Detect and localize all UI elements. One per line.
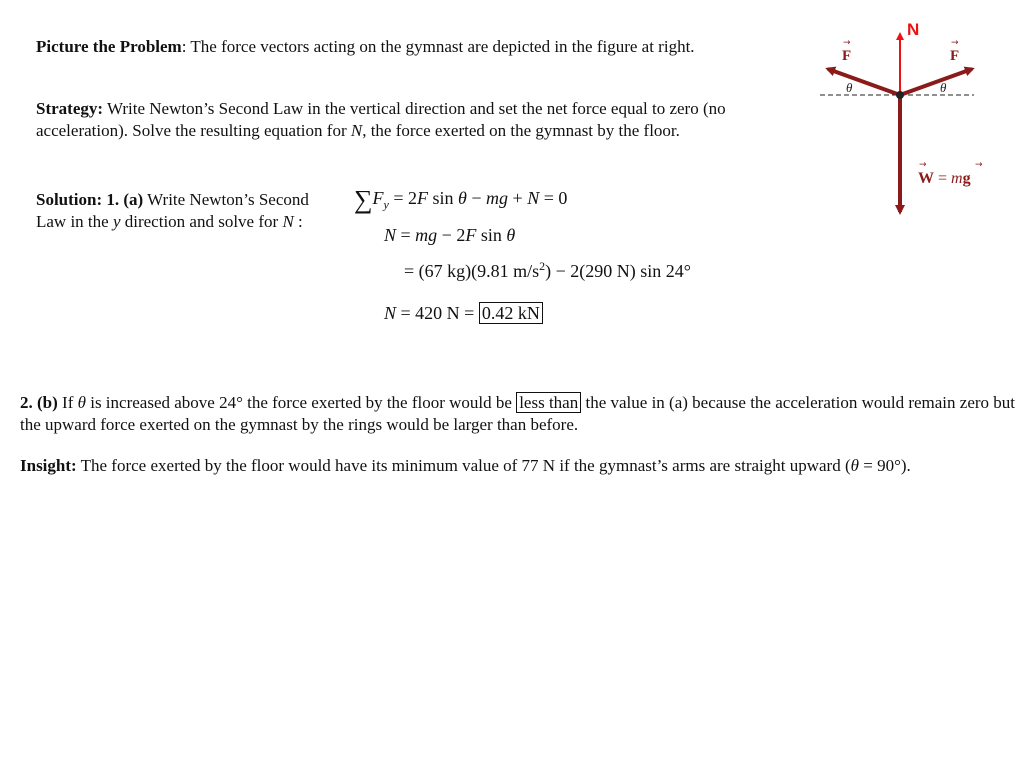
insight-text-1: The force exerted by the floor would have its minimum value of 77 N if the gymnast’s arms are straight upward ( (76, 456, 851, 475)
solution-var-y: y (112, 212, 121, 231)
boxed-answer: 0.42 kN (479, 302, 543, 324)
insight-label: Insight: (20, 456, 77, 475)
part-b-label: 2. (b) (20, 393, 58, 412)
gymnast-point (896, 91, 904, 99)
eq2-n: N (384, 225, 397, 245)
strategy-text-2: , the force exerted on the gymnast by the floor. (362, 121, 680, 140)
left-theta-label: θ (846, 80, 853, 95)
solution-text-3: : (293, 212, 303, 231)
right-force-label: F (950, 48, 960, 64)
picture-the-problem-paragraph (36, 36, 776, 58)
eq1-theta: θ (458, 188, 467, 208)
left-force-label: F (842, 48, 852, 64)
equation-result (384, 301, 543, 325)
part-b-theta: θ (77, 393, 86, 412)
eq4-n: N (384, 303, 397, 323)
insight-paragraph (20, 455, 1010, 477)
eq1-sub-y: y (383, 197, 389, 212)
eq2-mg: mg (415, 225, 438, 245)
strategy-paragraph (36, 98, 776, 142)
picture-label: Picture the Problem (36, 37, 182, 56)
eq1-rest-5: = 0 (539, 188, 568, 208)
eq2-rest-3: sin (476, 225, 507, 245)
weight-label (918, 170, 971, 187)
part-b-text-3: the value in (a) because the acceleration would remain zero but the upward force exerted on the gymnast by the rings would be larger than before. (20, 393, 1015, 434)
part-b-paragraph (20, 392, 1020, 436)
eq3-rest-2: ) − 2(290 N) sin 24° (545, 261, 691, 281)
right-force-vector-arrow-glyph: → (951, 38, 959, 48)
strategy-var-n: N (350, 121, 363, 140)
eq3-sup: 2 (539, 259, 546, 273)
right-force-vector (900, 69, 972, 95)
solution-var-n: N (282, 212, 294, 231)
eq1-n: N (527, 188, 540, 208)
equation-sum-forces (354, 186, 567, 212)
eq2-rest-1: = (396, 225, 416, 245)
eq1-rest-4: + (508, 188, 528, 208)
boxed-less-than: less than (516, 392, 581, 413)
part-b-text-1: If (57, 393, 78, 412)
eq1-rest-2: sin (428, 188, 459, 208)
part-b-text-2: is increased above 24° the force exerted by the floor would be (85, 393, 517, 412)
solution-paragraph (36, 189, 326, 233)
eq2-theta: θ (506, 225, 516, 245)
eq1-rest-1: = 2 (388, 188, 418, 208)
weight-label-w: W (918, 170, 934, 187)
eq1-mg: mg (486, 188, 509, 208)
eq2-rest-2: − 2 (437, 225, 466, 245)
normal-force-label: N (907, 20, 920, 39)
eq2-f: F (465, 225, 477, 245)
sigma-symbol: ∑ (354, 185, 373, 214)
solution-text-2: direction and solve for (120, 212, 283, 231)
eq4-rest-1: = 420 N = (396, 303, 479, 323)
eq3-rest-1: = (67 kg)(9.81 m/s (404, 261, 540, 281)
insight-theta: θ (850, 456, 859, 475)
eq1-f2: F (417, 188, 429, 208)
strategy-label: Strategy: (36, 99, 104, 118)
weight-label-equals: = (934, 170, 952, 187)
insight-text-2: = 90°). (858, 456, 911, 475)
equation-solve-n (384, 223, 515, 247)
free-body-diagram (816, 14, 992, 224)
weight-label-m: m (951, 170, 963, 187)
weight-vector-arrow-glyph: → (919, 160, 927, 170)
right-theta-label: θ (940, 80, 947, 95)
strategy-text-1: Write Newton’s Second Law in the vertical direction and set the net force equal to zero (no acceleration). Solve the resulting equation for (36, 99, 726, 140)
solution-text-1: Write Newton’s Second Law in the (36, 190, 309, 231)
eq1-f: F (372, 188, 384, 208)
left-force-vector-arrow-glyph: → (843, 38, 851, 48)
picture-text: : The force vectors acting on the gymnast are depicted in the figure at right. (181, 37, 695, 56)
equation-substitution (404, 259, 691, 283)
gravity-vector-arrow-glyph: → (975, 160, 983, 170)
solution-label: Solution: 1. (a) (36, 190, 144, 209)
left-force-vector (828, 69, 900, 95)
weight-label-g: g (962, 170, 971, 187)
eq1-rest-3: − (466, 188, 487, 208)
